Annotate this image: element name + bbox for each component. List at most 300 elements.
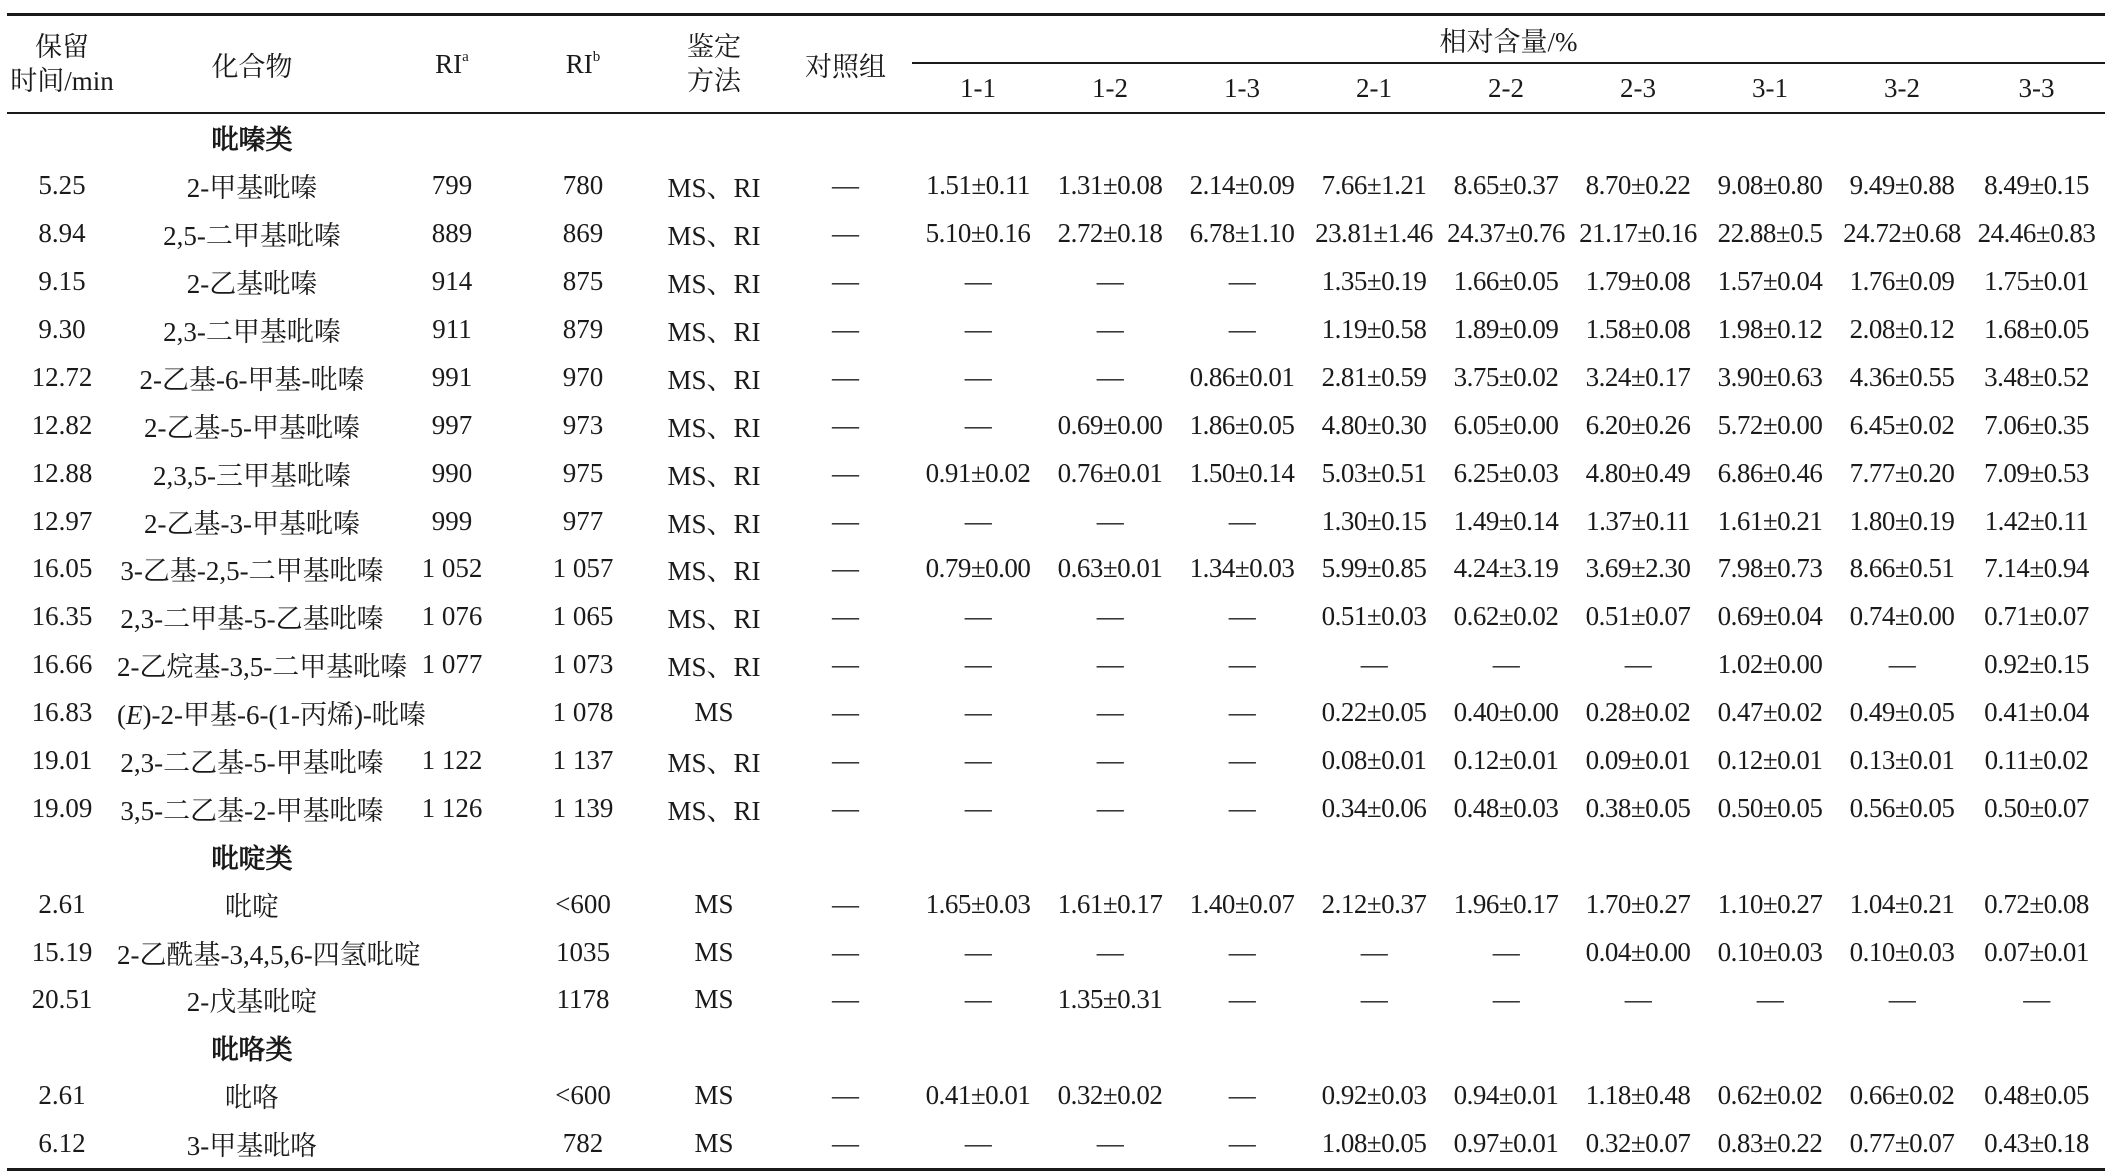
retention-time-cell: 6.12 [38, 1128, 86, 1159]
method-cell: MS [694, 936, 734, 967]
compound-name-cell: 2-乙基吡嗪 [186, 269, 318, 300]
header-method: 鉴定 方法 [649, 15, 779, 114]
ri-b-cell: 977 [562, 505, 604, 536]
relative-content-cell: 1.34±0.03 [1189, 553, 1295, 584]
method-cell: MS、RI [667, 604, 761, 635]
relative-content-cell: 1.57±0.04 [1717, 266, 1823, 297]
relative-content-cell: — [1492, 936, 1520, 967]
relative-content-cell: 0.10±0.03 [1717, 936, 1823, 967]
ri-a-cell [387, 1072, 517, 1120]
relative-content-cell: 0.69±0.00 [1057, 409, 1163, 440]
table-row [7, 641, 2105, 689]
relative-content-cell: 8.65±0.37 [1453, 170, 1559, 201]
ri-b-cell: <600 [555, 1080, 611, 1111]
relative-content-cell: 1.89±0.09 [1453, 314, 1559, 344]
relative-content-cell: 7.77±0.20 [1849, 457, 1955, 488]
relative-content-cell: — [1228, 697, 1256, 728]
table-row [7, 880, 2105, 928]
ri-b-cell: 1 078 [552, 697, 614, 728]
header-group-3-3: 3-3 [1968, 63, 2105, 113]
table-header [7, 15, 2105, 114]
relative-content-cell: 0.76±0.01 [1057, 457, 1163, 488]
table-body [7, 113, 2105, 1169]
method-cell: MS、RI [667, 508, 761, 539]
relative-content-cell: 0.97±0.01 [1453, 1128, 1559, 1159]
relative-content-cell: — [1228, 936, 1256, 967]
relative-content-cell: — [1228, 792, 1256, 823]
ri-a-cell: 997 [431, 409, 473, 440]
ri-a-cell [387, 1120, 517, 1169]
relative-content-cell: — [1228, 505, 1256, 536]
relative-content-cell: 0.07±0.01 [1984, 936, 2089, 967]
relative-content-cell: 0.71±0.07 [1984, 601, 2089, 632]
control-cell: — [832, 409, 859, 440]
header-group-2-2: 2-2 [1440, 63, 1572, 113]
relative-content-cell: 7.06±0.35 [1984, 409, 2089, 440]
compound-name-cell: 吡啶 [225, 891, 279, 922]
relative-content-cell: — [1888, 649, 1916, 680]
ri-b-cell: 1 137 [552, 745, 614, 776]
relative-content-cell: 1.61±0.17 [1057, 888, 1163, 919]
relative-content-cell: 0.48±0.03 [1453, 792, 1559, 823]
relative-content-cell: — [1096, 505, 1124, 536]
control-cell: — [832, 314, 859, 344]
table-row [7, 449, 2105, 497]
relative-content-cell: — [1360, 936, 1388, 967]
relative-content-cell: 0.63±0.01 [1057, 553, 1163, 584]
header-group-1-1: 1-1 [912, 63, 1044, 113]
control-cell: — [832, 936, 859, 967]
header-group-3-1: 3-1 [1704, 63, 1836, 113]
method-cell: MS、RI [667, 460, 761, 491]
method-cell: MS、RI [667, 317, 761, 347]
ri-b-cell: 1 065 [552, 601, 614, 632]
relative-content-cell: 0.08±0.01 [1321, 745, 1427, 776]
relative-content-cell: 5.03±0.51 [1321, 457, 1427, 488]
relative-content-cell: — [1096, 266, 1124, 297]
relative-content-cell: 1.75±0.01 [1984, 266, 2089, 297]
relative-content-cell: 0.50±0.05 [1717, 792, 1823, 823]
relative-content-cell: 0.51±0.03 [1321, 601, 1427, 632]
compound-name-cell: 2-乙基-3-甲基吡嗪 [144, 508, 360, 539]
relative-content-cell: 0.74±0.00 [1849, 601, 1955, 632]
relative-content-cell: 1.18±0.48 [1585, 1080, 1691, 1111]
compound-name-cell: 2-乙基-5-甲基吡嗪 [144, 412, 360, 443]
ri-b-cell: 1 057 [552, 553, 614, 584]
header-group-2-3: 2-3 [1572, 63, 1704, 113]
ri-a-cell [387, 880, 517, 928]
relative-content-cell: — [1096, 649, 1124, 680]
relative-content-cell: 0.92±0.03 [1321, 1080, 1427, 1111]
relative-content-cell: 6.05±0.00 [1453, 409, 1559, 440]
relative-content-cell: 1.19±0.58 [1321, 314, 1427, 344]
relative-content-cell: — [964, 601, 992, 632]
relative-content-cell: 7.98±0.73 [1717, 553, 1823, 584]
relative-content-cell: 0.79±0.00 [925, 553, 1031, 584]
method-cell: MS、RI [667, 795, 761, 826]
table-row [7, 976, 2105, 1024]
relative-content-cell: 1.08±0.05 [1321, 1128, 1427, 1159]
relative-content-cell: 0.28±0.02 [1585, 697, 1691, 728]
relative-content-cell: 0.38±0.05 [1585, 792, 1691, 823]
relative-content-cell: 1.61±0.21 [1717, 505, 1823, 536]
control-cell: — [832, 1080, 859, 1111]
control-cell: — [832, 505, 859, 536]
compound-name-cell: 2,3-二甲基吡嗪 [163, 317, 341, 347]
relative-content-cell: — [1096, 792, 1124, 823]
table-row [7, 353, 2105, 401]
compound-name-cell: 2-乙基-6-甲基-吡嗪 [139, 364, 365, 395]
relative-content-cell: — [1228, 745, 1256, 776]
relative-content-cell: — [964, 361, 992, 392]
relative-content-cell: 4.24±3.19 [1453, 553, 1559, 584]
relative-content-cell: 4.36±0.55 [1849, 361, 1955, 392]
relative-content-cell: 0.11±0.02 [1984, 745, 2089, 776]
relative-content-cell: — [1756, 984, 1784, 1015]
method-cell: MS、RI [667, 748, 761, 779]
method-cell: MS [694, 888, 734, 919]
relative-content-cell: 5.10±0.16 [925, 218, 1031, 249]
compound-name-cell: 2-戊基吡啶 [186, 987, 318, 1018]
ri-a-cell: 1 076 [421, 601, 483, 632]
retention-time-cell: 15.19 [31, 936, 93, 967]
relative-content-cell: — [1360, 984, 1388, 1015]
relative-content-cell: 3.69±2.30 [1585, 553, 1691, 584]
relative-content-cell: — [964, 314, 992, 344]
control-cell: — [832, 361, 859, 392]
compound-name-cell: 2-甲基吡嗪 [186, 173, 318, 204]
relative-content-cell: — [1096, 697, 1124, 728]
relative-content-cell: 0.41±0.04 [1984, 697, 2089, 728]
ri-b-cell: 782 [562, 1128, 604, 1159]
category-row [7, 832, 2105, 880]
relative-content-cell: — [1228, 1128, 1256, 1159]
relative-content-cell: 0.43±0.18 [1984, 1128, 2089, 1159]
ri-a-cell: 914 [431, 266, 473, 297]
relative-content-cell: 2.72±0.18 [1057, 218, 1163, 249]
ri-b-cell: 973 [562, 409, 604, 440]
relative-content-cell: 1.76±0.09 [1849, 266, 1955, 297]
relative-content-cell: 1.58±0.08 [1585, 314, 1691, 344]
compound-table [7, 13, 2105, 1171]
relative-content-cell: 0.83±0.22 [1717, 1128, 1823, 1159]
relative-content-cell: 1.02±0.00 [1717, 649, 1823, 680]
retention-time-cell: 2.61 [38, 1080, 86, 1111]
method-cell: MS、RI [667, 364, 761, 395]
method-cell: MS [694, 697, 734, 728]
relative-content-cell: 24.46±0.83 [1977, 218, 2096, 249]
relative-content-cell: 1.49±0.14 [1453, 505, 1559, 536]
control-cell: — [832, 553, 859, 584]
relative-content-cell: — [1492, 984, 1520, 1015]
table-row [7, 401, 2105, 449]
relative-content-cell: 1.35±0.19 [1321, 266, 1427, 297]
relative-content-cell: 0.32±0.02 [1057, 1080, 1163, 1111]
relative-content-cell: 1.04±0.21 [1849, 888, 1955, 919]
control-cell: — [832, 266, 859, 297]
relative-content-cell: 3.75±0.02 [1453, 361, 1559, 392]
control-cell: — [832, 792, 859, 823]
relative-content-cell: 7.14±0.94 [1984, 553, 2089, 584]
relative-content-cell: 9.49±0.88 [1849, 170, 1955, 201]
table-row [7, 497, 2105, 545]
relative-content-cell: — [1096, 936, 1124, 967]
ri-a-cell: 999 [431, 505, 473, 536]
relative-content-cell: — [964, 409, 992, 440]
relative-content-cell: 24.72±0.68 [1843, 218, 1961, 249]
table-row [7, 1120, 2105, 1169]
method-cell: MS、RI [667, 556, 761, 587]
header-relative-content: 相对含量/% [912, 15, 2105, 64]
relative-content-cell: 1.51±0.11 [926, 170, 1030, 201]
table-row [7, 689, 2105, 737]
relative-content-cell: 7.66±1.21 [1321, 170, 1427, 201]
relative-content-cell: 1.79±0.08 [1585, 266, 1691, 297]
relative-content-cell: 1.66±0.05 [1453, 266, 1559, 297]
relative-content-cell: 1.31±0.08 [1057, 170, 1163, 201]
control-cell: — [832, 1128, 859, 1159]
relative-content-cell: 2.08±0.12 [1849, 314, 1955, 344]
category-row [7, 1024, 2105, 1072]
table-row [7, 784, 2105, 832]
relative-content-cell: 8.66±0.51 [1849, 553, 1955, 584]
relative-content-cell: 0.77±0.07 [1849, 1128, 1955, 1159]
ri-b-cell: 970 [562, 361, 604, 392]
relative-content-cell: — [1228, 601, 1256, 632]
relative-content-cell: 0.62±0.02 [1717, 1080, 1823, 1111]
control-cell: — [832, 649, 859, 680]
relative-content-cell: 0.32±0.07 [1585, 1128, 1691, 1159]
table-row [7, 306, 2105, 354]
method-cell: MS [694, 1080, 734, 1111]
relative-content-cell: 6.78±1.10 [1189, 218, 1295, 249]
relative-content-cell: 1.40±0.07 [1189, 888, 1295, 919]
ri-b-cell: 875 [562, 266, 604, 297]
relative-content-cell: 0.72±0.08 [1984, 888, 2089, 919]
relative-content-cell: — [1096, 314, 1124, 344]
ri-b-cell: 879 [562, 314, 604, 344]
relative-content-cell: 3.24±0.17 [1585, 361, 1691, 392]
retention-time-cell: 9.30 [38, 314, 86, 344]
ri-a-cell: 889 [431, 218, 473, 249]
relative-content-cell: — [2023, 984, 2050, 1015]
relative-content-cell: 6.86±0.46 [1717, 457, 1823, 488]
retention-time-cell: 8.94 [38, 218, 86, 249]
control-cell: — [832, 170, 859, 201]
relative-content-cell: 1.65±0.03 [925, 888, 1031, 919]
relative-content-cell: 0.48±0.05 [1984, 1080, 2089, 1111]
table-row [7, 210, 2105, 258]
relative-content-cell: 0.49±0.05 [1849, 697, 1955, 728]
relative-content-cell: 0.56±0.05 [1849, 792, 1955, 823]
ri-a-cell: 991 [431, 361, 473, 392]
relative-content-cell: — [1624, 649, 1652, 680]
relative-content-cell: 8.49±0.15 [1984, 170, 2089, 201]
relative-content-cell: 5.99±0.85 [1321, 553, 1427, 584]
table-row [7, 258, 2105, 306]
relative-content-cell: 1.37±0.11 [1586, 505, 1690, 536]
category-row [7, 113, 2105, 162]
ri-a-cell [387, 976, 517, 1024]
relative-content-cell: 0.34±0.06 [1321, 792, 1427, 823]
method-cell: MS [694, 1128, 734, 1159]
compound-name-cell: 2,3-二甲基-5-乙基吡嗪 [120, 604, 384, 635]
header-group-2-1: 2-1 [1308, 63, 1440, 113]
retention-time-cell: 19.01 [31, 745, 93, 776]
ri-b-cell: <600 [555, 888, 611, 919]
relative-content-cell: — [964, 505, 992, 536]
relative-content-cell: — [964, 697, 992, 728]
relative-content-cell: — [964, 936, 992, 967]
relative-content-cell: — [1228, 314, 1256, 344]
retention-time-cell: 19.09 [31, 792, 93, 823]
retention-time-cell: 16.05 [31, 553, 93, 584]
relative-content-cell: 9.08±0.80 [1717, 170, 1823, 201]
relative-content-cell: 1.50±0.14 [1189, 457, 1295, 488]
relative-content-cell: 6.45±0.02 [1849, 409, 1955, 440]
ri-a-cell: 1 126 [421, 792, 483, 823]
relative-content-cell: — [1096, 601, 1124, 632]
relative-content-cell: — [1492, 649, 1520, 680]
ri-a-cell: 1 077 [421, 649, 483, 680]
relative-content-cell: — [964, 266, 992, 297]
method-cell: MS [694, 984, 734, 1015]
compound-name-cell: 2,3,5-三甲基吡嗪 [153, 460, 351, 491]
header-group-3-2: 3-2 [1836, 63, 1968, 113]
compound-name-cell: 3,5-二乙基-2-甲基吡嗪 [120, 795, 384, 826]
compound-name-cell: (E)-2-甲基-6-(1-丙烯)-吡嗪 [117, 700, 426, 731]
relative-content-cell: 0.04±0.00 [1585, 936, 1691, 967]
relative-content-cell: 0.47±0.02 [1717, 697, 1823, 728]
table-row [7, 737, 2105, 785]
ri-b-cell: 780 [562, 170, 604, 201]
relative-content-cell: 0.13±0.01 [1849, 745, 1955, 776]
relative-content-cell: — [1096, 745, 1124, 776]
retention-time-cell: 12.72 [31, 361, 93, 392]
relative-content-cell: 0.66±0.02 [1849, 1080, 1955, 1111]
header-retention-time: 保留 时间/min [7, 15, 117, 114]
relative-content-cell: 3.48±0.52 [1984, 361, 2089, 392]
relative-content-cell: 3.90±0.63 [1717, 361, 1823, 392]
table-row [7, 593, 2105, 641]
category-label: 吡咯类 [211, 1035, 293, 1066]
compound-name-cell: 3-乙基-2,5-二甲基吡嗪 [120, 556, 384, 587]
category-label: 吡啶类 [211, 843, 293, 874]
relative-content-cell: — [1228, 649, 1256, 680]
ri-b-cell: 1 073 [552, 649, 614, 680]
category-label: 吡嗪类 [211, 125, 293, 156]
relative-content-cell: 0.41±0.01 [925, 1080, 1031, 1111]
method-cell: MS、RI [667, 412, 761, 443]
compound-name-cell: 吡咯 [225, 1083, 279, 1114]
table-row [7, 162, 2105, 210]
relative-content-cell: 24.37±0.76 [1447, 218, 1565, 249]
compound-name-cell: 2,5-二甲基吡嗪 [163, 221, 341, 252]
control-cell: — [832, 218, 859, 249]
ri-a-cell: 911 [432, 314, 472, 344]
table-row [7, 545, 2105, 593]
relative-content-cell: 2.12±0.37 [1321, 888, 1427, 919]
relative-content-cell: — [1096, 1128, 1124, 1159]
relative-content-cell: 1.30±0.15 [1321, 505, 1427, 536]
relative-content-cell: 23.81±1.46 [1315, 218, 1433, 249]
compound-name-cell: 2-乙烷基-3,5-二甲基吡嗪 [117, 652, 408, 683]
relative-content-cell: 0.51±0.07 [1585, 601, 1691, 632]
relative-content-cell: — [1228, 984, 1256, 1015]
retention-time-cell: 16.66 [31, 649, 93, 680]
relative-content-cell: 8.70±0.22 [1585, 170, 1691, 201]
header-ri-b: $RI^b$ [517, 15, 649, 114]
relative-content-cell: 5.72±0.00 [1717, 409, 1823, 440]
relative-content-cell: 1.42±0.11 [1984, 505, 2089, 536]
method-cell: MS、RI [667, 652, 761, 683]
relative-content-cell: 1.10±0.27 [1717, 888, 1823, 919]
retention-time-cell: 5.25 [38, 170, 86, 201]
retention-time-cell: 20.51 [31, 984, 93, 1015]
ri-b-cell: 1178 [556, 984, 610, 1015]
relative-content-cell: 1.35±0.31 [1057, 984, 1163, 1015]
ri-a-cell: 990 [431, 457, 473, 488]
relative-content-cell: 22.88±0.5 [1717, 218, 1823, 249]
retention-time-cell: 12.88 [31, 457, 93, 488]
method-cell: MS、RI [667, 173, 761, 204]
retention-time-cell: 12.82 [31, 409, 93, 440]
relative-content-cell: 6.25±0.03 [1453, 457, 1559, 488]
header-control: 对照组 [779, 15, 912, 114]
relative-content-cell: 6.20±0.26 [1585, 409, 1691, 440]
retention-time-cell: 16.35 [31, 601, 93, 632]
compound-name-cell: 2,3-二乙基-5-甲基吡嗪 [120, 748, 384, 779]
header-ri-a: $RI^a$ [387, 15, 517, 114]
ri-b-cell: 1 139 [552, 792, 614, 823]
relative-content-cell: 0.10±0.03 [1849, 936, 1955, 967]
relative-content-cell: 0.09±0.01 [1585, 745, 1691, 776]
ri-b-cell: 869 [562, 218, 604, 249]
control-cell: — [832, 697, 859, 728]
relative-content-cell: 1.98±0.12 [1717, 314, 1823, 344]
table-row [7, 1072, 2105, 1120]
control-cell: — [832, 601, 859, 632]
relative-content-cell: 0.86±0.01 [1189, 361, 1295, 392]
relative-content-cell: 1.68±0.05 [1984, 314, 2089, 344]
retention-time-cell: 9.15 [38, 266, 86, 297]
relative-content-cell: 0.12±0.01 [1453, 745, 1559, 776]
method-cell: MS、RI [667, 221, 761, 252]
relative-content-cell: 4.80±0.30 [1321, 409, 1427, 440]
retention-time-cell: 16.83 [31, 697, 93, 728]
relative-content-cell: — [1624, 984, 1652, 1015]
ri-a-cell: 799 [431, 170, 473, 201]
relative-content-cell: — [964, 745, 992, 776]
relative-content-cell: 0.22±0.05 [1321, 697, 1427, 728]
compound-name-cell: 3-甲基吡咯 [186, 1131, 318, 1162]
control-cell: — [832, 888, 859, 919]
relative-content-cell: 4.80±0.49 [1585, 457, 1691, 488]
relative-content-cell: 0.92±0.15 [1984, 649, 2089, 680]
relative-content-cell: 21.17±0.16 [1579, 218, 1697, 249]
relative-content-cell: 0.69±0.04 [1717, 601, 1823, 632]
retention-time-cell: 12.97 [31, 505, 93, 536]
relative-content-cell: 0.62±0.02 [1453, 601, 1559, 632]
header-group-1-2: 1-2 [1044, 63, 1176, 113]
retention-time-cell: 2.61 [38, 888, 86, 919]
relative-content-cell: 1.96±0.17 [1453, 888, 1559, 919]
control-cell: — [832, 984, 859, 1015]
header-compound: 化合物 [117, 15, 387, 114]
relative-content-cell: 0.12±0.01 [1717, 745, 1823, 776]
relative-content-cell: — [1888, 984, 1916, 1015]
method-cell: MS、RI [667, 269, 761, 300]
